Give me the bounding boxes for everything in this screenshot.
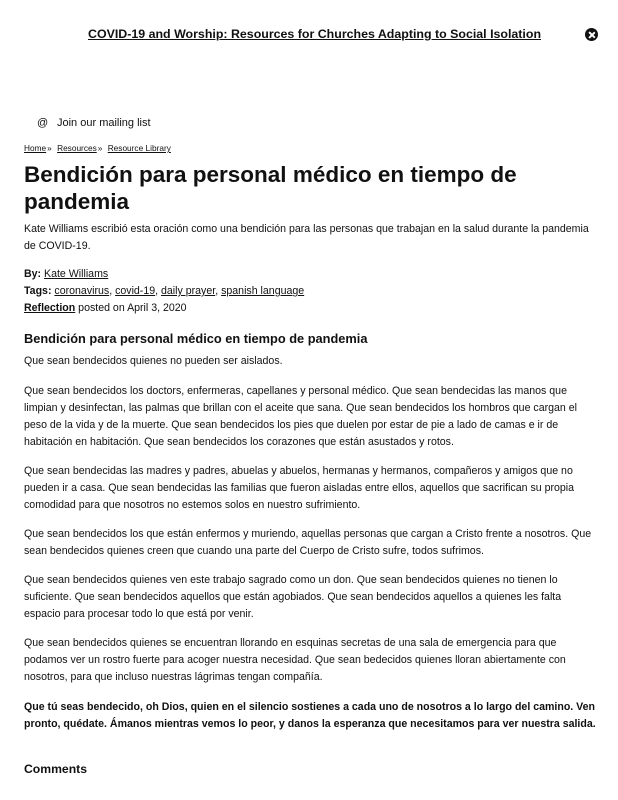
- at-sign-icon: @: [37, 117, 49, 129]
- breadcrumb-resource-library[interactable]: Resource Library: [107, 143, 171, 153]
- tags-label: Tags:: [24, 285, 52, 297]
- tag-link-covid-19[interactable]: covid-19: [115, 285, 156, 297]
- breadcrumb: [24, 143, 171, 153]
- byline-label: By:: [24, 268, 42, 280]
- tag-link-daily-prayer[interactable]: daily prayer: [161, 285, 216, 297]
- paragraph: Que sean bendecidas las madres y padres, abuelas y abuelos, hermanas y hermanos, compañeros y amigos que no pueden ir a casa. Que sean bendecidas las familias que fueron aisladas entre ellos, aquellos que sacrifican su propia comodidad para que nosotros no estemos solos en nuestro sufrimiento.: [24, 465, 575, 511]
- breadcrumb-separator: »: [97, 143, 103, 153]
- posted-date: posted on April 3, 2020: [78, 302, 187, 314]
- mailing-list-label[interactable]: Join our mailing list: [57, 117, 151, 129]
- post-meta: [24, 302, 187, 314]
- article-summary: Kate Williams escribió esta oración como una bendición para las personas que trabajan en la salud durante la pandemia de COVID-19.: [24, 223, 589, 252]
- paragraph: Que sean bendecidos los doctors, enfermeras, capellanes y personal médico. Que sean bendecidas las manos que limpian y desinfectan, las palmas que brillan con el aceite que sana. Que sean bendecidos los hombros que cargan el peso de la vida y de la muerte. Que sean bendecidos los pies que duelen por estar de pie a lado de camas e ir de habitación en habitación. Que sean bendecidos los corazones que están asustados y rotos.: [24, 385, 577, 448]
- banner-link[interactable]: COVID-19 and Worship: Resources for Churches Adapting to Social Isolation: [88, 27, 542, 41]
- article-subheading: Bendición para personal médico en tiempo de pandemia: [24, 331, 368, 346]
- breadcrumb-resources[interactable]: Resources: [57, 143, 97, 153]
- breadcrumb-home[interactable]: Home: [24, 143, 47, 153]
- tag-link-coronavirus[interactable]: coronavirus: [54, 285, 110, 297]
- tags-row: Tags: coronavirus, covid-19, daily prayer, spanish language: [24, 285, 305, 297]
- closing-prayer: Que tú seas bendecido, oh Dios, quien en el silencio sostienes a cada uno de nosotros a lo largo del camino. Ven pronto, quédate. Ámanos mientras vemos lo peor, y danos la esperanza que necesitamos para ver nuestra salida.: [24, 701, 596, 730]
- paragraph: Que sean bendecidos los que están enfermos y muriendo, aquellas personas que cargan a Cristo frente a nosotros. Que sean bendecidos quienes creen que cuando una parte del Cuerpo de Cristo sufre, todos sufrimos.: [24, 528, 592, 557]
- byline: [24, 268, 108, 280]
- author-link[interactable]: Kate Williams: [44, 268, 109, 280]
- paragraph: Que sean bendecidos quienes no pueden ser aislados.: [24, 355, 283, 367]
- page-title: Bendición para personal médico en tiempo de pandemia: [24, 162, 517, 214]
- top-banner: [0, 27, 618, 45]
- mailing-list-link[interactable]: [37, 117, 151, 129]
- paragraph: Que sean bendecidos quienes ven este trabajo sagrado como un don. Que sean bendecidos quienes no tienen lo suficiente. Que sean bendecidos aquellos que están agobiados. Que sean bendecidos aquellos a quienes les falta espacio para procesar todo lo que está por venir.: [24, 574, 562, 620]
- close-icon[interactable]: [585, 28, 598, 41]
- comments-heading: Comments: [24, 762, 87, 776]
- breadcrumb-separator: »: [47, 143, 52, 153]
- category-link[interactable]: Reflection: [24, 302, 76, 314]
- paragraph: Que sean bendecidos quienes se encuentran llorando en esquinas secretas de una sala de emergencia para que podamos ver un rostro fuerte para acoger nuestra necesidad. Que sean bedecidos quienes lloran abiertamente con nosotros, para que incluso nuestras lágrimas tengan compañía.: [24, 637, 566, 683]
- tag-link-spanish-language[interactable]: spanish language: [221, 285, 305, 297]
